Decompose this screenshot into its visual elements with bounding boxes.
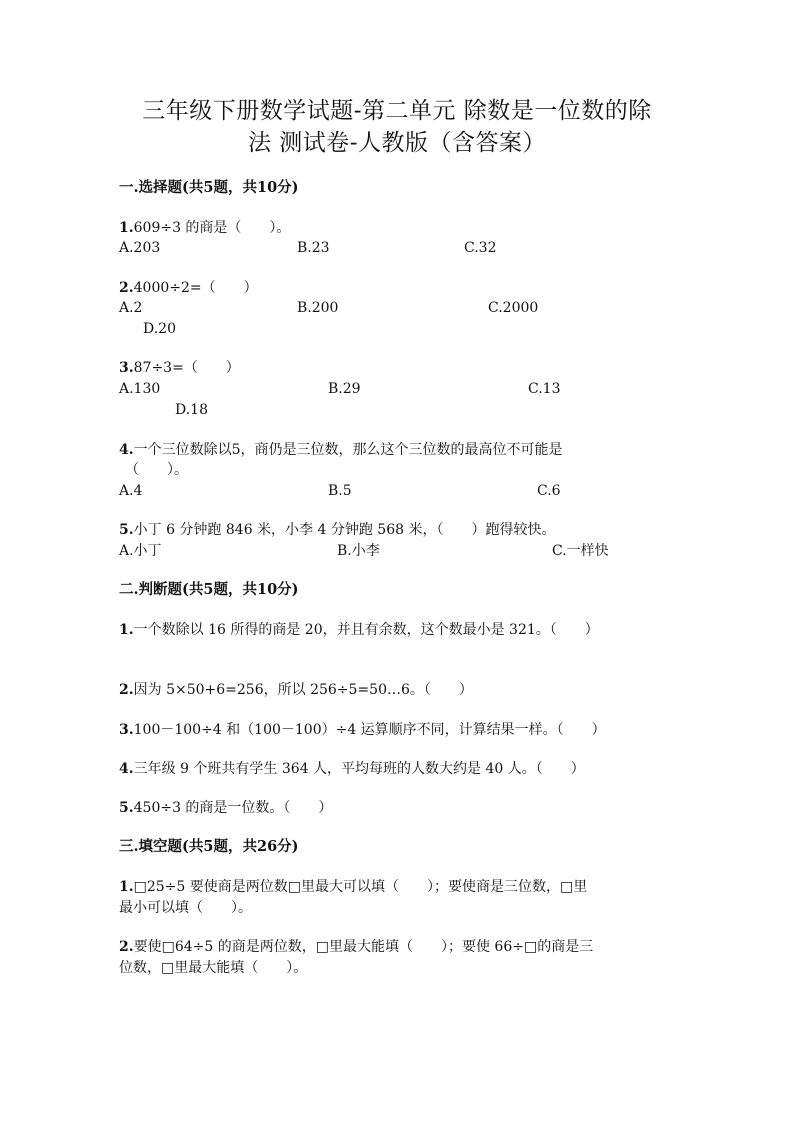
- question-number: 5.: [119, 800, 134, 816]
- option-a: A.2: [119, 300, 143, 316]
- question-text: 87÷3=（ ）: [133, 360, 240, 376]
- section-heading-choice: 一.选择题(共5题，共10分): [119, 179, 299, 196]
- option-c: C.6: [537, 483, 561, 499]
- question-choice-1: [119, 219, 290, 237]
- question-judgment-5: [119, 799, 332, 817]
- question-number: 2.: [119, 939, 134, 955]
- document-title-line-2: 法 测试卷-人教版（含答案）: [247, 130, 547, 156]
- question-choice-2: [119, 279, 258, 297]
- question-text-continued: 位数，□里最大能填（ ）。: [119, 960, 308, 976]
- option-c: C.2000: [488, 300, 539, 316]
- option-b: B.29: [328, 381, 361, 397]
- question-number: 2.: [119, 280, 134, 296]
- question-text: □25÷5 要使商是两位数□里最大可以填（ ）；要使商是三位数，□里: [133, 879, 588, 895]
- question-number: 5.: [119, 522, 134, 538]
- question-fill-2: [119, 938, 593, 956]
- option-a: A.130: [119, 381, 161, 397]
- question-text: 因为 5×50+6=256，所以 256÷5=50…6。（ ）: [133, 682, 473, 698]
- question-text-continued: （ ）。: [125, 462, 188, 478]
- document-title-line-1: 三年级下册数学试题-第二单元 除数是一位数的除: [142, 98, 652, 124]
- question-judgment-4: [119, 760, 585, 778]
- section-heading-judgment: 二.判断题(共5题，共10分): [119, 581, 299, 598]
- option-d: D.20: [143, 321, 176, 337]
- option-c: C.32: [464, 240, 497, 256]
- question-text: 一个三位数除以5，商仍是三位数，那么这个三位数的最高位不可能是: [133, 442, 563, 458]
- question-choice-3: [119, 359, 240, 377]
- question-number: 4.: [119, 442, 134, 458]
- question-judgment-1: [119, 621, 599, 639]
- question-choice-5: [119, 521, 555, 539]
- option-b: B.5: [328, 483, 352, 499]
- option-c: C.一样快: [552, 543, 609, 559]
- question-text: 一个数除以 16 所得的商是 20，并且有余数，这个数最小是 321。（ ）: [133, 622, 599, 638]
- question-number: 2.: [119, 682, 134, 698]
- question-judgment-2: [119, 681, 473, 699]
- option-c: C.13: [528, 381, 561, 397]
- question-judgment-3: [119, 721, 606, 739]
- option-a: A.203: [119, 240, 161, 256]
- question-number: 4.: [119, 761, 134, 777]
- question-text: 要使□64÷5 的商是两位数，□里最大能填（ ）；要使 66÷□的商是三: [133, 939, 594, 955]
- question-number: 1.: [119, 220, 134, 236]
- question-number: 3.: [119, 722, 134, 738]
- question-text: 小丁 6 分钟跑 846 米，小李 4 分钟跑 568 米，（ ）跑得较快。: [133, 522, 556, 538]
- section-heading-fill-blank: 三.填空题(共5题，共26分): [119, 838, 299, 855]
- option-b: B.小李: [337, 543, 380, 559]
- question-number: 1.: [119, 879, 134, 895]
- question-number: 1.: [119, 622, 134, 638]
- option-a: A.4: [119, 483, 143, 499]
- question-text: 609÷3 的商是（ ）。: [133, 220, 291, 236]
- question-text: 450÷3 的商是一位数。（ ）: [133, 800, 333, 816]
- option-d: D.18: [175, 402, 208, 418]
- question-choice-4: [119, 441, 563, 459]
- option-b: B.200: [297, 300, 339, 316]
- question-text: 4000÷2=（ ）: [133, 280, 258, 296]
- question-text: 100－100÷4 和（100－100）÷4 运算顺序不同，计算结果一样。（ ）: [133, 722, 606, 738]
- question-fill-1: [119, 878, 587, 896]
- option-a: A.小丁: [119, 543, 162, 559]
- question-text: 三年级 9 个班共有学生 364 人，平均每班的人数大约是 40 人。（ ）: [133, 761, 585, 777]
- question-number: 3.: [119, 360, 134, 376]
- question-text-continued: 最小可以填（ ）。: [119, 900, 252, 916]
- option-b: B.23: [297, 240, 330, 256]
